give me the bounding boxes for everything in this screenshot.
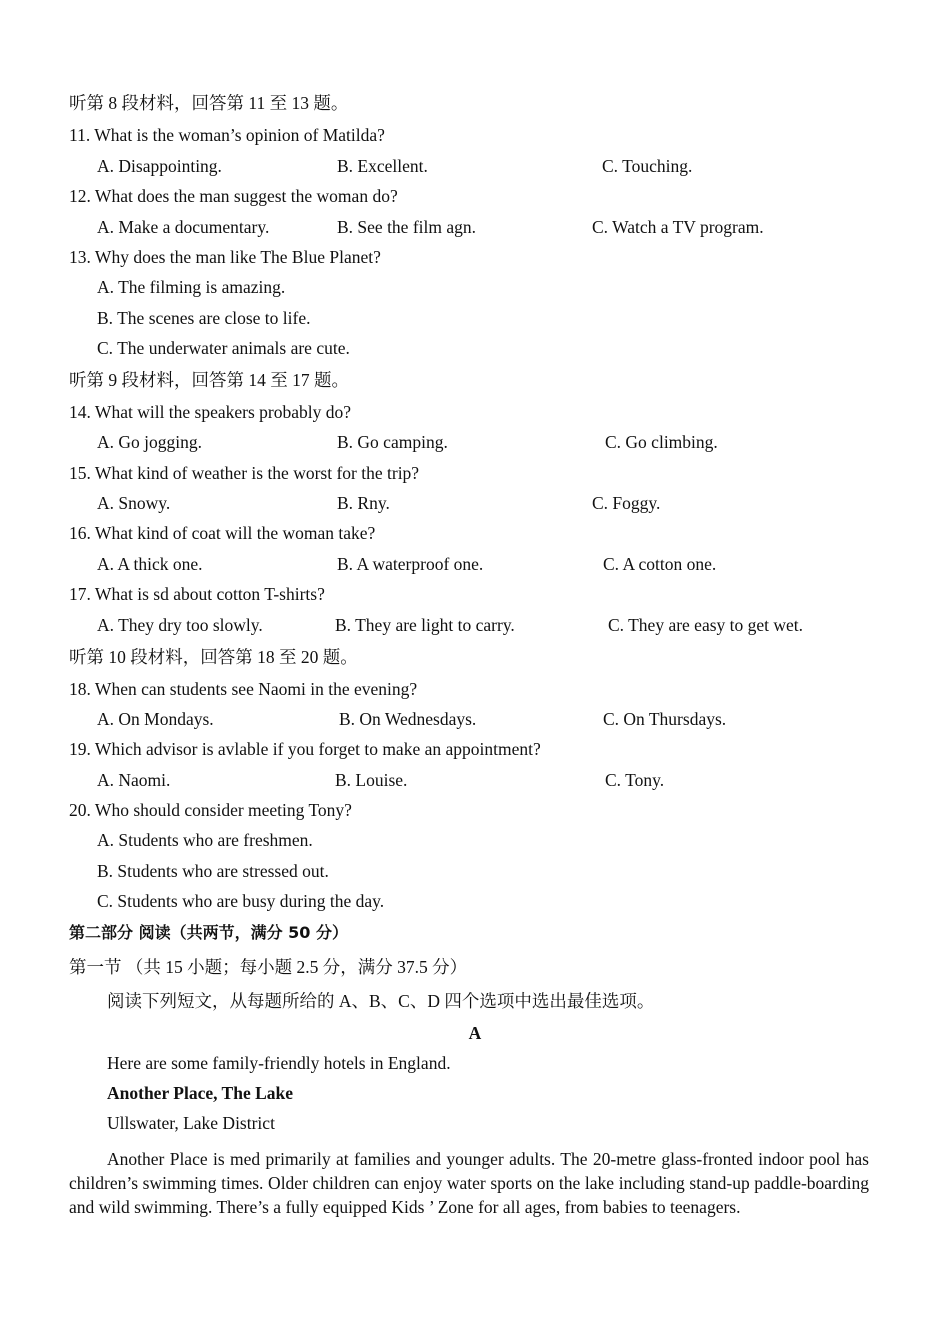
part-2-header: 第二部分 阅读（共两节，满分 50 分） [69,923,348,942]
option-18-c: C. On Thursdays. [603,709,727,729]
part-2-section-1: 第一节 （共 15 小题；每小题 2.5 分，满分 37.5 分） [69,957,468,977]
option-14-b: B. Go camping. [337,432,448,452]
hotel-1-name: Another Place, The Lake [107,1083,294,1103]
option-14-c: C. Go climbing. [605,432,718,452]
option-15-b: B. Rny. [337,493,390,513]
option-12-a: A. Make a documentary. [97,217,270,237]
option-14-a: A. Go jogging. [97,432,202,452]
option-19-b: B. Louise. [335,770,408,790]
option-12-b: B. See the film agn. [337,217,477,237]
question-19: 19. Which advisor is avlable if you forget to make an appointment? [69,739,541,759]
question-17: 17. What is sd about cotton T-shirts? [69,584,325,604]
question-12: 12. What does the man suggest the woman do? [69,186,398,206]
option-16-c: C. A cotton one. [603,554,717,574]
option-13-c: C. The underwater animals are cute. [97,338,350,358]
option-16-a: A. A thick one. [97,554,203,574]
reading-instruction: 阅读下列短文，从每题所给的 A、B、C、D 四个选项中选出最佳选项。 [107,991,655,1011]
option-15-a: A. Snowy. [97,493,171,513]
option-11-a: A. Disappointing. [97,156,222,176]
option-20-c: C. Students who are busy during the day. [97,891,385,911]
question-16: 16. What kind of coat will the woman take? [69,523,376,543]
option-13-a: A. The filming is amazing. [97,277,286,297]
option-20-b: B. Students who are stressed out. [97,861,329,881]
section-9-header: 听第 9 段材料，回答第 14 至 17 题。 [69,370,349,390]
option-16-b: B. A waterproof one. [337,554,484,574]
option-19-c: C. Tony. [605,770,665,790]
question-11: 11. What is the woman’s opinion of Matilda? [69,125,385,145]
passage-intro: Here are some family-friendly hotels in England. [107,1053,451,1073]
option-17-b: B. They are light to carry. [335,615,515,635]
passage-label: A [468,1023,482,1043]
option-12-c: C. Watch a TV program. [592,217,764,237]
question-13: 13. Why does the man like The Blue Planet? [69,247,381,267]
section-8-header: 听第 8 段材料，回答第 11 至 13 题。 [69,93,349,113]
hotel-1-location: Ullswater, Lake District [107,1113,275,1133]
option-11-b: B. Excellent. [337,156,428,176]
question-18: 18. When can students see Naomi in the evening? [69,679,418,699]
option-17-c: C. They are easy to get wet. [608,615,804,635]
option-11-c: C. Touching. [602,156,693,176]
hotel-1-description: Another Place is med primarily at families and younger adults. The 20-metre glass-fronted indoor pool has children’s swimming times. Older children can enjoy water sports on the lake including stand-up paddle-boarding and wild swimming. There’s a fully equipped Kids ’ Zone for all ages, from babies to teenagers. [69,1149,869,1217]
option-19-a: A. Naomi. [97,770,171,790]
question-20: 20. Who should consider meeting Tony? [69,800,352,820]
option-15-c: C. Foggy. [592,493,661,513]
option-13-b: B. The scenes are close to life. [97,308,311,328]
question-15: 15. What kind of weather is the worst for the trip? [69,463,420,483]
question-14: 14. What will the speakers probably do? [69,402,352,422]
option-18-a: A. On Mondays. [97,709,214,729]
section-10-header: 听第 10 段材料，回答第 18 至 20 题。 [69,647,358,667]
option-20-a: A. Students who are freshmen. [97,830,313,850]
option-17-a: A. They dry too slowly. [97,615,263,635]
option-18-b: B. On Wednesdays. [339,709,477,729]
